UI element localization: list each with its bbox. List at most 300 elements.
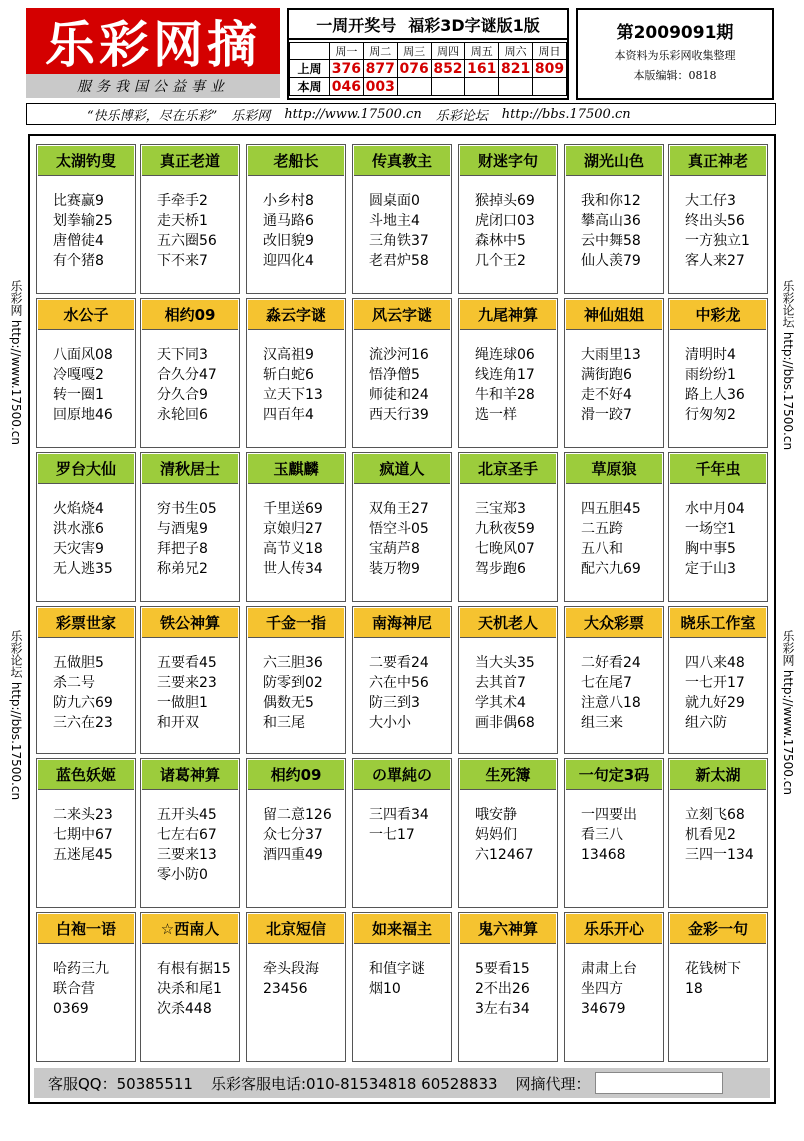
riddle-line: 一方独立1	[685, 233, 750, 249]
this-week-number	[533, 78, 567, 96]
riddle-line: 改旧貌9	[263, 233, 314, 249]
riddle-line: 妈妈们	[475, 827, 517, 843]
slogan-bar	[26, 103, 776, 125]
riddle-line: 悟空斗05	[369, 521, 429, 537]
riddle-card-title: 玉麒麟	[248, 454, 344, 484]
this-week-number	[397, 78, 431, 96]
riddle-line: 牛和羊28	[475, 387, 535, 403]
riddle-card	[564, 758, 664, 908]
riddle-card-lines	[459, 945, 557, 1019]
riddle-card-title: 一句定3码	[566, 760, 662, 790]
riddle-card-lines	[37, 639, 135, 733]
riddle-line: 迎四化4	[263, 253, 314, 269]
riddle-line: 圆桌面0	[369, 193, 420, 209]
riddle-card-lines	[669, 791, 767, 865]
riddle-grid	[28, 134, 776, 1104]
last-week-label: 上周	[290, 60, 330, 78]
riddle-line: 悟净僧5	[369, 367, 420, 383]
riddle-card	[668, 298, 768, 448]
riddle-card	[246, 606, 346, 754]
riddle-line: 穷书生05	[157, 501, 217, 517]
riddle-line: 定于山3	[685, 561, 736, 577]
riddle-line: 手牵手2	[157, 193, 208, 209]
riddle-line: 七期中67	[53, 827, 113, 843]
riddle-card-lines	[353, 177, 451, 271]
riddle-card-lines	[669, 945, 767, 999]
riddle-line: 二来头23	[53, 807, 113, 823]
riddle-card-lines	[141, 639, 239, 733]
forum-link[interactable]: http://bbs.17500.cn	[501, 106, 631, 122]
riddle-line: 天灾害9	[53, 541, 104, 557]
riddle-line: 学其术4	[475, 695, 526, 711]
riddle-card-lines	[565, 177, 663, 271]
riddle-card-title: 中彩龙	[670, 300, 766, 330]
riddle-line: 清明时4	[685, 347, 736, 363]
riddle-card	[140, 298, 240, 448]
riddle-line: 高节义18	[263, 541, 323, 557]
forum-name: 乐彩论坛	[435, 108, 488, 124]
riddle-card-lines	[565, 945, 663, 1019]
last-week-number: 821	[499, 60, 533, 78]
riddle-line: 一场空1	[685, 521, 736, 537]
riddle-card-title: 乐乐开心	[566, 914, 662, 944]
riddle-line: 小乡村8	[263, 193, 314, 209]
riddle-line: 装万物9	[369, 561, 420, 577]
riddle-card-title: の單純の	[354, 760, 450, 790]
riddle-card-title: 风云字谜	[354, 300, 450, 330]
riddle-card-lines	[141, 331, 239, 425]
riddle-line: 五六圈56	[157, 233, 217, 249]
riddle-line: 转一圈1	[53, 387, 104, 403]
riddle-line: 三要来23	[157, 675, 217, 691]
riddle-line: 老君炉58	[369, 253, 429, 269]
riddle-line: 九秋夜59	[475, 521, 535, 537]
riddle-card	[36, 758, 136, 908]
riddle-line: 大小小	[369, 715, 411, 731]
riddle-line: 雨纷纷1	[685, 367, 736, 383]
riddle-line: 路上人36	[685, 387, 745, 403]
riddle-line: 五迷尾45	[53, 847, 113, 863]
riddle-card	[458, 452, 558, 602]
riddle-card-lines	[141, 945, 239, 1019]
riddle-card-lines	[37, 945, 135, 1019]
footer-bar	[34, 1068, 770, 1098]
riddle-line: 五做胆5	[53, 655, 104, 671]
day-header: 周六	[499, 43, 533, 60]
riddle-line: 防零到02	[263, 675, 323, 691]
riddle-line: 和三尾	[263, 715, 305, 731]
riddle-card-lines	[247, 791, 345, 865]
riddle-card	[352, 298, 452, 448]
riddle-card-lines	[459, 639, 557, 733]
riddle-line: 去其首7	[475, 675, 526, 691]
riddle-line: 唐僧徒4	[53, 233, 104, 249]
riddle-card	[668, 606, 768, 754]
riddle-line: 配六九69	[581, 561, 641, 577]
riddle-card-title: 财迷字句	[460, 146, 556, 176]
riddle-line: 组六防	[685, 715, 727, 731]
riddle-line: 火焰烧4	[53, 501, 104, 517]
riddle-card	[668, 758, 768, 908]
riddle-line: 机看见2	[685, 827, 736, 843]
riddle-card	[668, 912, 768, 1062]
riddle-card-title: 北京短信	[248, 914, 344, 944]
riddle-line: 八面风08	[53, 347, 113, 363]
riddle-card-lines	[247, 177, 345, 271]
riddle-line: 称弟兄2	[157, 561, 208, 577]
riddle-card-lines	[353, 485, 451, 579]
riddle-card-title: 清秋居士	[142, 454, 238, 484]
riddle-card-title: 真正老道	[142, 146, 238, 176]
riddle-line: 胸中事5	[685, 541, 736, 557]
this-week-number	[431, 78, 465, 96]
riddle-card-title: 传真教主	[354, 146, 450, 176]
issue-panel	[576, 8, 774, 100]
logo-slogan: 服务我国公益事业	[26, 74, 280, 98]
riddle-card-title: 彩票世家	[38, 608, 134, 638]
day-header: 周四	[431, 43, 465, 60]
riddle-card-title: 金彩一句	[670, 914, 766, 944]
riddle-card	[458, 606, 558, 754]
riddle-line: 世人传34	[263, 561, 323, 577]
riddle-line: 虎闭口03	[475, 213, 535, 229]
title-edition: 福彩3D字谜版1版	[408, 15, 540, 35]
riddle-line: 看三八	[581, 827, 623, 843]
riddle-card	[246, 758, 346, 908]
footer-agent-label: 网摘代理：	[515, 1074, 591, 1093]
riddle-line: 下不来7	[157, 253, 208, 269]
riddle-line: 组三来	[581, 715, 623, 731]
riddle-card-title: 相约09	[248, 760, 344, 790]
riddle-card-title: 天机老人	[460, 608, 556, 638]
riddle-card	[36, 452, 136, 602]
riddle-line: 决杀和尾1	[157, 981, 222, 997]
riddle-line: 留二意126	[263, 807, 332, 823]
draw-results-panel	[287, 8, 569, 100]
riddle-card-lines	[459, 331, 557, 425]
riddle-card	[564, 606, 664, 754]
riddle-line: 牵头段海	[263, 961, 319, 977]
side-forum-link: 乐彩论坛 http://bbs.17500.cn	[9, 630, 23, 801]
riddle-line: 二好看24	[581, 655, 641, 671]
riddle-line: 终出头56	[685, 213, 745, 229]
riddle-card	[564, 298, 664, 448]
title-weekly-numbers: 一周开奖号	[316, 15, 397, 35]
riddle-line: 3左右34	[475, 1001, 530, 1017]
riddle-line: 双角王27	[369, 501, 429, 517]
riddle-line: 三宝郑3	[475, 501, 526, 517]
riddle-line: 有根有据15	[157, 961, 231, 977]
riddle-line: 三角铁37	[369, 233, 429, 249]
riddle-line: 五要看45	[157, 655, 217, 671]
riddle-line: 攀高山36	[581, 213, 641, 229]
riddle-line: 洪水涨6	[53, 521, 104, 537]
riddle-card-title: 千金一指	[248, 608, 344, 638]
riddle-line: 合久分47	[157, 367, 217, 383]
riddle-line: 通马路6	[263, 213, 314, 229]
riddle-card-lines	[353, 945, 451, 999]
riddle-card-lines	[141, 177, 239, 271]
side-forum-link: 乐彩论坛 http://bbs.17500.cn	[781, 280, 795, 451]
riddle-line: 七晚风07	[475, 541, 535, 557]
riddle-line: 行匆匆2	[685, 407, 736, 423]
riddle-line: 京娘归27	[263, 521, 323, 537]
riddle-card-title: 疯道人	[354, 454, 450, 484]
riddle-line: 肃肃上台	[581, 961, 637, 977]
riddle-line: 三要来13	[157, 847, 217, 863]
riddle-card-title: 蓝色妖姬	[38, 760, 134, 790]
riddle-line: 永轮回6	[157, 407, 208, 423]
riddle-line: 三四看34	[369, 807, 429, 823]
issue-editor: 本版编辑：0818	[633, 69, 717, 82]
riddle-card	[564, 452, 664, 602]
riddle-card	[458, 144, 558, 294]
this-week-number	[465, 78, 499, 96]
day-header: 周二	[363, 43, 397, 60]
riddle-line: 烟10	[369, 981, 401, 997]
riddle-card-lines	[141, 485, 239, 579]
riddle-line: 走天桥1	[157, 213, 208, 229]
side-site-link: 乐彩网 http://www.17500.cn	[9, 280, 23, 445]
riddle-card-title: 淼云字谜	[248, 300, 344, 330]
riddle-line: 一七开17	[685, 675, 745, 691]
riddle-card	[352, 452, 452, 602]
riddle-line: 花钱树下	[685, 961, 741, 977]
issue-note: 本资料为乐彩网收集整理	[614, 49, 736, 62]
riddle-line: 哈药三九	[53, 961, 109, 977]
riddle-line: 杀二号	[53, 675, 95, 691]
riddle-card-lines	[669, 177, 767, 271]
slogan-text: “快乐博彩，尽在乐彩”	[87, 108, 218, 124]
riddle-line: 五开头45	[157, 807, 217, 823]
riddle-card-title: 罗台大仙	[38, 454, 134, 484]
riddle-card	[564, 912, 664, 1062]
riddle-line: 几个王2	[475, 253, 526, 269]
riddle-card	[246, 298, 346, 448]
riddle-line: 六在中56	[369, 675, 429, 691]
riddle-card-title: 真正神老	[670, 146, 766, 176]
riddle-line: 西天行39	[369, 407, 429, 423]
riddle-card-lines	[353, 639, 451, 733]
riddle-card-title: 新太湖	[670, 760, 766, 790]
day-header: 周一	[330, 43, 364, 60]
riddle-card-title: 北京圣手	[460, 454, 556, 484]
riddle-line: 六12467	[475, 847, 534, 863]
riddle-card-title: 千年虫	[670, 454, 766, 484]
riddle-line: 0369	[53, 1001, 89, 1017]
riddle-card-title: 南海神尼	[354, 608, 450, 638]
riddle-card-lines	[459, 485, 557, 579]
riddle-card-lines	[565, 331, 663, 425]
riddle-card	[458, 912, 558, 1062]
draw-results-table	[289, 42, 567, 96]
riddle-line: 五八和	[581, 541, 623, 557]
riddle-line: 滑一跤7	[581, 407, 632, 423]
riddle-line: 酒四重49	[263, 847, 323, 863]
riddle-line: 流沙河16	[369, 347, 429, 363]
riddle-line: 六三胆36	[263, 655, 323, 671]
riddle-card	[246, 912, 346, 1062]
site-link[interactable]: http://www.17500.cn	[284, 106, 422, 122]
riddle-card	[36, 298, 136, 448]
riddle-card-lines	[565, 485, 663, 579]
riddle-line: 我和你12	[581, 193, 641, 209]
riddle-line: 比赛赢9	[53, 193, 104, 209]
riddle-line: 大雨里13	[581, 347, 641, 363]
riddle-line: 防九六69	[53, 695, 113, 711]
riddle-line: 注意八18	[581, 695, 641, 711]
riddle-line: 云中舞58	[581, 233, 641, 249]
riddle-line: 回原地46	[53, 407, 113, 423]
riddle-card-title: 铁公神算	[142, 608, 238, 638]
riddle-line: 四百年4	[263, 407, 314, 423]
footer-phone: 乐彩客服电话:010-81534818 60528833	[210, 1074, 498, 1093]
riddle-card	[140, 606, 240, 754]
this-week-number: 046	[330, 78, 364, 96]
riddle-card-lines	[565, 639, 663, 733]
riddle-line: 走不好4	[581, 387, 632, 403]
riddle-card	[352, 144, 452, 294]
riddle-card-title: 生死簿	[460, 760, 556, 790]
riddle-card	[140, 912, 240, 1062]
riddle-line: 猴掉头69	[475, 193, 535, 209]
riddle-line: 立天下13	[263, 387, 323, 403]
riddle-line: 13468	[581, 847, 626, 863]
this-week-label: 本周	[290, 78, 330, 96]
riddle-card	[140, 144, 240, 294]
riddle-card-lines	[141, 791, 239, 885]
riddle-line: 次杀448	[157, 1001, 212, 1017]
issue-number: 第2009091期	[616, 23, 734, 43]
riddle-line: 18	[685, 981, 703, 997]
this-week-number: 003	[363, 78, 397, 96]
riddle-line: 汉高祖9	[263, 347, 314, 363]
riddle-card	[36, 606, 136, 754]
riddle-line: 千里送69	[263, 501, 323, 517]
this-week-number	[499, 78, 533, 96]
last-week-number: 852	[431, 60, 465, 78]
riddle-line: 23456	[263, 981, 308, 997]
riddle-line: 分久合9	[157, 387, 208, 403]
riddle-card-lines	[37, 177, 135, 271]
riddle-card-lines	[37, 331, 135, 425]
riddle-line: 天下同3	[157, 347, 208, 363]
riddle-line: 大工仔3	[685, 193, 736, 209]
riddle-card-lines	[247, 639, 345, 733]
riddle-card	[246, 144, 346, 294]
riddle-line: 绳连球06	[475, 347, 535, 363]
day-header: 周五	[465, 43, 499, 60]
riddle-line: 和开双	[157, 715, 199, 731]
riddle-card-title: ☆西南人	[142, 914, 238, 944]
last-week-number: 809	[533, 60, 567, 78]
riddle-line: 二要看24	[369, 655, 429, 671]
right-side-text	[778, 270, 798, 850]
footer-qq: 客服QQ：50385511	[48, 1074, 193, 1093]
riddle-line: 坐四方	[581, 981, 623, 997]
riddle-line: 零小防0	[157, 867, 208, 883]
riddle-line: 无人逃35	[53, 561, 113, 577]
riddle-line: 驾步跑6	[475, 561, 526, 577]
riddle-card-lines	[247, 331, 345, 425]
riddle-card	[668, 144, 768, 294]
last-week-number: 877	[363, 60, 397, 78]
riddle-card	[246, 452, 346, 602]
riddle-line: 有个猪8	[53, 253, 104, 269]
riddle-card	[458, 758, 558, 908]
riddle-line: 联合营	[53, 981, 95, 997]
riddle-line: 斗地主4	[369, 213, 420, 229]
draw-results-title	[289, 10, 567, 40]
riddle-card	[352, 758, 452, 908]
riddle-line: 三四一134	[685, 847, 754, 863]
riddle-card	[36, 912, 136, 1062]
riddle-card-title: 如来福主	[354, 914, 450, 944]
riddle-card-lines	[353, 331, 451, 425]
last-week-number: 076	[397, 60, 431, 78]
riddle-card-title: 鬼六神算	[460, 914, 556, 944]
riddle-line: 偶数无5	[263, 695, 314, 711]
riddle-card	[668, 452, 768, 602]
riddle-card-lines	[669, 485, 767, 579]
riddle-card-lines	[669, 639, 767, 733]
riddle-card	[458, 298, 558, 448]
riddle-card-lines	[247, 945, 345, 999]
riddle-card-lines	[565, 791, 663, 865]
riddle-line: 5要看15	[475, 961, 530, 977]
riddle-line: 画非偶68	[475, 715, 535, 731]
riddle-line: 就九好29	[685, 695, 745, 711]
riddle-card-title: 草原狼	[566, 454, 662, 484]
riddle-card-title: 晓乐工作室	[670, 608, 766, 638]
agent-field	[595, 1072, 723, 1094]
riddle-card-title: 神仙姐姐	[566, 300, 662, 330]
riddle-card	[564, 144, 664, 294]
riddle-line: 与酒鬼9	[157, 521, 208, 537]
riddle-line: 拜把子8	[157, 541, 208, 557]
day-header: 周三	[397, 43, 431, 60]
riddle-card	[140, 758, 240, 908]
riddle-card-lines	[459, 177, 557, 271]
riddle-line: 水中月04	[685, 501, 745, 517]
riddle-line: 2不出26	[475, 981, 530, 997]
riddle-card	[352, 912, 452, 1062]
riddle-line: 众七分37	[263, 827, 323, 843]
riddle-line: 防三到3	[369, 695, 420, 711]
riddle-line: 选一样	[475, 407, 517, 423]
riddle-card	[352, 606, 452, 754]
riddle-line: 一做胆1	[157, 695, 208, 711]
riddle-line: 四八来48	[685, 655, 745, 671]
riddle-line: 线连角17	[475, 367, 535, 383]
riddle-line: 和值字谜	[369, 961, 425, 977]
riddle-card	[140, 452, 240, 602]
riddle-line: 一四要出	[581, 807, 637, 823]
last-week-number: 376	[330, 60, 364, 78]
riddle-line: 客人来27	[685, 253, 745, 269]
riddle-line: 三六在23	[53, 715, 113, 731]
riddle-card-title: 太湖钓叟	[38, 146, 134, 176]
riddle-card-title: 大众彩票	[566, 608, 662, 638]
riddle-line: 一七17	[369, 827, 415, 843]
riddle-card	[36, 144, 136, 294]
riddle-line: 森林中5	[475, 233, 526, 249]
riddle-card-lines	[669, 331, 767, 425]
site-name: 乐彩网	[231, 108, 271, 124]
riddle-line: 宝葫芦8	[369, 541, 420, 557]
riddle-card-lines	[37, 791, 135, 865]
riddle-line: 立刻飞68	[685, 807, 745, 823]
